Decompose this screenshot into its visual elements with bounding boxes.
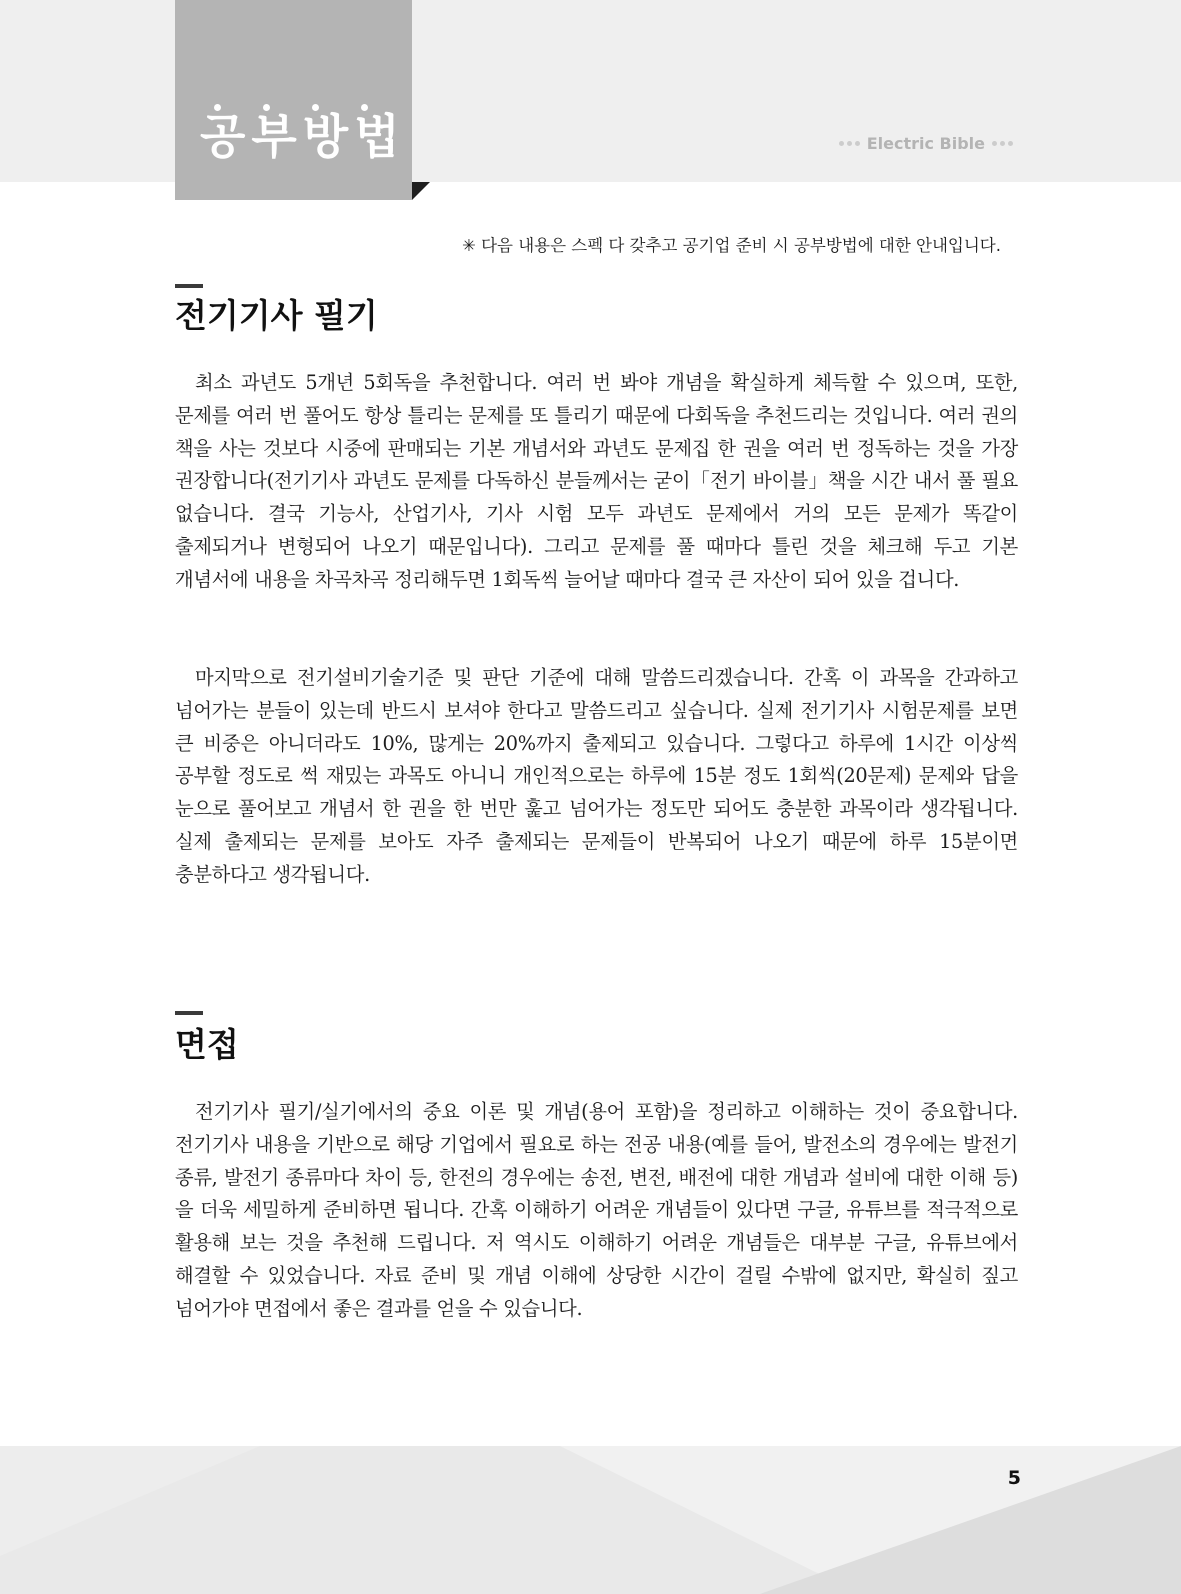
section-marker [175,284,203,288]
body-paragraph: 전기기사 필기/실기에서의 중요 이론 및 개념(용어 포함)을 정리하고 이해하는 것이 중요합니다. 전기기사 내용을 기반으로 해당 기업에서 필요로 하는 전공 내용(예를 들어, 발전소의 경우에는 발전기 종류, 발전기 종류마다 차이 등, 한전의 경우에는 송전, 변전, 배전에 대한 개념과 설비에 대한 이해 등)을 더욱 세밀하게 준비하면 됩니다. 간혹 이해하기 어려운 개념들이 있다면 구글, 유튜브를 적극적으로 활용해 보는 것을 추천해 드립니다. 저 역시도 이해하기 어려운 개념들은 대부분 구글, 유튜브에서 해결할 수 있었습니다. 자료 준비 및 개념 이해에 상당한 시간이 걸릴 수밖에 없지만, 확실히 짚고 넘어가야 면접에서 좋은 결과를 얻을 수 있습니다. [175,1100,1018,1320]
footer-band [0,1446,1181,1594]
body-paragraph: 마지막으로 전기설비기술기준 및 판단 기준에 대해 말씀드리겠습니다. 간혹 이 과목을 간과하고 넘어가는 분들이 있는데 반드시 보셔야 한다고 말씀드리고 싶습니다. 실제 전기기사 시험문제를 보면 큰 비중은 아니더라도 10%, 많게는 20%까지 출제되고 있습니다. 그렇다고 하루에 1시간 이상씩 공부할 정도로 썩 재밌는 과목도 아니니 개인적으로는 하루에 15분 정도 1회씩(20문제) 문제와 답을 눈으로 풀어보고 개념서 한 권을 한 번만 훑고 넘어가는 정도만 되어도 충분한 과목이라 생각됩니다. 실제 출제되는 문제를 보아도 자주 출제되는 문제들이 반복되어 나오기 때문에 하루 15분이면 충분하다고 생각됩니다. [175,666,1018,886]
brand-dots-right [992,141,1013,146]
section-title: 전기기사 필기 [175,296,378,335]
chapter-title: 공부방법 [200,110,406,165]
brand-text: Electric Bible [866,134,985,153]
section-title: 면접 [175,1025,239,1064]
brand-label [832,134,1020,153]
chapter-tab [175,0,412,200]
brand-dots-left [839,141,860,146]
intro-note: ✳ 다음 내용은 스펙 다 갖추고 공기업 준비 시 공부방법에 대한 안내입니다. [462,236,1001,255]
page-number: 5 [1007,1467,1021,1489]
footer-triangles [0,1446,1181,1594]
body-paragraph: 최소 과년도 5개년 5회독을 추천합니다. 여러 번 봐야 개념을 확실하게 체득할 수 있으며, 또한, 문제를 여러 번 풀어도 항상 틀리는 문제를 또 틀리기 때문에 다회독을 추천드리는 것입니다. 여러 권의 책을 사는 것보다 시중에 판매되는 기본 개념서와 과년도 문제집 한 권을 여러 번 정독하는 것을 가장 권장합니다(전기기사 과년도 문제를 다독하신 분들께서는 굳이「전기 바이블」책을 시간 내서 풀 필요 없습니다. 결국 기능사, 산업기사, 기사 시험 모두 과년도 문제에서 거의 모든 문제가 똑같이 출제되거나 변형되어 나오기 때문입니다). 그리고 문제를 풀 때마다 틀린 것을 체크해 두고 기본 개념서에 내용을 차곡차곡 정리해두면 1회독씩 늘어날 때마다 결국 큰 자산이 되어 있을 겁니다. [175,371,1018,591]
tab-corner-fold [412,182,430,200]
section-marker [175,1011,203,1015]
